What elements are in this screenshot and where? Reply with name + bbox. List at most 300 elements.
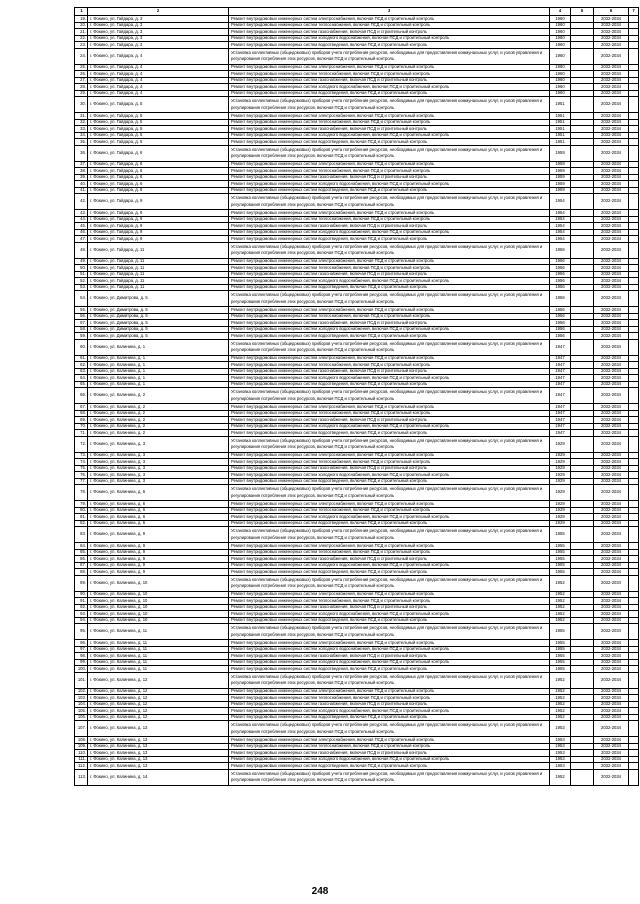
period-cell: 2032-2034 — [594, 333, 629, 340]
address-cell: г. Фокино, ул. Гайдара, д. 9 — [88, 229, 229, 236]
row-number: 111. — [75, 756, 88, 763]
row-number: 98. — [75, 653, 88, 660]
period-cell: 2032-2034 — [594, 174, 629, 181]
address-cell: г. Фокино, ул. Калинина, д. 10 — [88, 617, 229, 624]
period-cell: 2032-2034 — [594, 659, 629, 666]
address-cell: г. Фокино, ул. Калинина, д. 13 — [88, 737, 229, 744]
row-number: 48. — [75, 242, 88, 258]
row-number: 66. — [75, 388, 88, 404]
build-year-cell: 1952 — [550, 617, 571, 624]
row-number: 42. — [75, 194, 88, 210]
address-cell: г. Фокино, ул. Гайдара, д. 9 — [88, 223, 229, 230]
work-type-cell: Установка коллективных (общедомовых) приборов учета потребления ресурсов, необходимых для предоставления коммунальных услуг, и узлов управления и регулирования потребления этих ресурсов, включая ПСД и строительный контроль — [229, 291, 550, 307]
address-cell: г. Фокино, ул. Калинина, д. 2 — [88, 417, 229, 424]
period-cell: 2032-2034 — [594, 307, 629, 314]
period-cell: 2032-2034 — [594, 236, 629, 243]
period-cell: 2032-2034 — [594, 763, 629, 770]
address-cell: г. Фокино, ул. Калинина, д. 9 — [88, 556, 229, 563]
address-cell: г. Фокино, ул. Калинина, д. 1 — [88, 375, 229, 382]
period-cell: 2032-2034 — [594, 271, 629, 278]
period-cell: 2032-2034 — [594, 737, 629, 744]
work-type-cell: Ремонт внутридомовых инженерных систем электроснабжения, включая ПСД и строительный контроль — [229, 113, 550, 120]
address-cell: г. Фокино, ул. Гайдара, д. 6 — [88, 187, 229, 194]
address-cell: г. Фокино, ул. Калинина, д. 1 — [88, 362, 229, 369]
period-cell: 2032-2034 — [594, 48, 629, 64]
period-cell: 2032-2034 — [594, 465, 629, 472]
build-year-cell: 1955 — [550, 556, 571, 563]
header-col-5: 5 — [571, 8, 594, 16]
build-year-cell: 1952 — [550, 611, 571, 618]
period-cell: 2032-2034 — [594, 126, 629, 133]
period-cell: 2032-2034 — [594, 16, 629, 23]
work-type-cell: Ремонт внутридомовых инженерных систем холодного водоснабжения, включая ПСД и строительный контроль — [229, 646, 550, 653]
work-type-cell: Ремонт внутридомовых инженерных систем водоотведения, включая ПСД и строительный контроль — [229, 666, 550, 673]
build-year-cell: 1929 — [550, 436, 571, 452]
address-cell: г. Фокино, ул. Калинина, д. 1 — [88, 368, 229, 375]
build-year-cell: 1960 — [550, 35, 571, 42]
address-cell: г. Фокино, ул. Калинина, д. 11 — [88, 653, 229, 660]
address-cell: г. Фокино, ул. Гайдара, д. 5 — [88, 139, 229, 146]
build-year-cell: 1960 — [550, 71, 571, 78]
row-number: 68. — [75, 410, 88, 417]
work-type-cell: Ремонт внутридомовых инженерных систем газоснабжения, включая ПСД и строительный контроль — [229, 604, 550, 611]
build-year-cell: 1947 — [550, 430, 571, 437]
build-year-cell: 1954 — [550, 194, 571, 210]
period-cell: 2032-2034 — [594, 417, 629, 424]
period-cell: 2032-2034 — [594, 410, 629, 417]
period-cell: 2032-2034 — [594, 404, 629, 411]
header-col-4: 4 — [550, 8, 571, 16]
row-number: 31. — [75, 113, 88, 120]
row-number: 24. — [75, 48, 88, 64]
address-cell: г. Фокино, ул. Калинина, д. 6 — [88, 501, 229, 508]
work-type-cell: Ремонт внутридомовых инженерных систем газоснабжения, включая ПСД и строительный контроль — [229, 320, 550, 327]
period-cell: 2032-2034 — [594, 708, 629, 715]
address-cell: г. Фокино, ул. Димитрова, д. 5 — [88, 313, 229, 320]
address-cell: г. Фокино, ул. Гайдара, д. 5 — [88, 97, 229, 113]
work-type-cell: Установка коллективных (общедомовых) приборов учета потребления ресурсов, необходимых для предоставления коммунальных услуг, и узлов управления и регулирования потребления этих ресурсов, включая ПСД и строительный контроль — [229, 721, 550, 737]
build-year-cell: 1955 — [550, 646, 571, 653]
build-year-cell: 1929 — [550, 514, 571, 521]
work-type-cell: Ремонт внутридомовых инженерных систем электроснабжения, включая ПСД и строительный контроль — [229, 355, 550, 362]
work-type-cell: Установка коллективных (общедомовых) приборов учета потребления ресурсов, необходимых для предоставления коммунальных услуг, и узлов управления и регулирования потребления этих ресурсов, включая ПСД и строительный контроль — [229, 145, 550, 161]
period-cell: 2032-2034 — [594, 520, 629, 527]
work-type-cell: Ремонт внутридомовых инженерных систем газоснабжения, включая ПСД и строительный контроль — [229, 29, 550, 36]
work-type-cell: Ремонт внутридомовых инженерных систем газоснабжения, включая ПСД и строительный контроль — [229, 750, 550, 757]
row-number: 67. — [75, 404, 88, 411]
build-year-cell: 1956 — [550, 265, 571, 272]
work-type-cell: Ремонт внутридомовых инженерных систем электроснабжения, включая ПСД и строительный контроль — [229, 307, 550, 314]
row-number: 70. — [75, 423, 88, 430]
empty-cell — [571, 769, 594, 785]
work-type-cell: Установка коллективных (общедомовых) приборов учета потребления ресурсов, необходимых для предоставления коммунальных услуг, и узлов управления и регулирования потребления этих ресурсов, включая ПСД и строительный контроль — [229, 48, 550, 64]
address-cell: г. Фокино, ул. Калинина, д. 6 — [88, 485, 229, 501]
row-number: 101. — [75, 672, 88, 688]
address-cell: г. Фокино, ул. Калинина, д. 6 — [88, 514, 229, 521]
build-year-cell: 1953 — [550, 737, 571, 744]
empty-cell — [571, 721, 594, 737]
header-col-6: 6 — [594, 8, 629, 16]
empty-cell — [629, 436, 639, 452]
build-year-cell: 1959 — [550, 161, 571, 168]
period-cell: 2032-2034 — [594, 339, 629, 355]
address-cell: г. Фокино, ул. Гайдара, д. 4 — [88, 64, 229, 71]
document-sheet — [74, 7, 635, 786]
row-number: 79. — [75, 501, 88, 508]
row-number: 80. — [75, 507, 88, 514]
build-year-cell: 1947 — [550, 375, 571, 382]
build-year-cell: 1960 — [550, 48, 571, 64]
empty-cell — [629, 291, 639, 307]
row-number: 113. — [75, 769, 88, 785]
period-cell: 2032-2034 — [594, 646, 629, 653]
address-cell: г. Фокино, ул. Калинина, д. 9 — [88, 549, 229, 556]
work-type-cell: Ремонт внутридомовых инженерных систем теплоснабжения, включая ПСД и строительный контроль — [229, 168, 550, 175]
period-cell: 2032-2034 — [594, 132, 629, 139]
row-number: 78. — [75, 485, 88, 501]
build-year-cell: 1947 — [550, 423, 571, 430]
row-number: 87. — [75, 562, 88, 569]
row-number: 60. — [75, 339, 88, 355]
row-number: 41. — [75, 187, 88, 194]
row-number: 40. — [75, 181, 88, 188]
row-number: 61. — [75, 355, 88, 362]
table-row — [75, 672, 639, 688]
period-cell: 2032-2034 — [594, 714, 629, 721]
address-cell: г. Фокино, ул. Калинина, д. 1 — [88, 339, 229, 355]
build-year-cell: 1947 — [550, 368, 571, 375]
empty-cell — [571, 48, 594, 64]
work-type-cell: Ремонт внутридомовых инженерных систем теплоснабжения, включая ПСД и строительный контроль — [229, 507, 550, 514]
work-type-cell: Ремонт внутридомовых инженерных систем водоотведения, включая ПСД и строительный контроль — [229, 763, 550, 770]
build-year-cell: 1956 — [550, 333, 571, 340]
row-number: 81. — [75, 514, 88, 521]
build-year-cell: 1951 — [550, 139, 571, 146]
row-number: 32. — [75, 119, 88, 126]
address-cell: г. Фокино, ул. Гайдара, д. 11 — [88, 265, 229, 272]
period-cell: 2032-2034 — [594, 562, 629, 569]
work-type-cell: Ремонт внутридомовых инженерных систем электроснабжения, включая ПСД и строительный контроль — [229, 258, 550, 265]
address-cell: г. Фокино, ул. Гайдара, д. 4 — [88, 84, 229, 91]
row-number: 54. — [75, 291, 88, 307]
build-year-cell: 1955 — [550, 562, 571, 569]
build-year-cell: 1947 — [550, 355, 571, 362]
build-year-cell: 1960 — [550, 29, 571, 36]
work-type-cell: Установка коллективных (общедомовых) приборов учета потребления ресурсов, необходимых для предоставления коммунальных услуг, и узлов управления и регулирования потребления этих ресурсов, включая ПСД и строительный контроль — [229, 242, 550, 258]
address-cell: г. Фокино, ул. Калинина, д. 3 — [88, 459, 229, 466]
address-cell: г. Фокино, ул. Димитрова, д. 5 — [88, 320, 229, 327]
page-number: 248 — [311, 886, 329, 897]
work-type-cell: Ремонт внутридомовых инженерных систем водоотведения, включая ПСД и строительный контроль — [229, 569, 550, 576]
period-cell: 2032-2034 — [594, 756, 629, 763]
address-cell: г. Фокино, ул. Калинина, д. 11 — [88, 640, 229, 647]
build-year-cell: 1955 — [550, 527, 571, 543]
period-cell: 2032-2034 — [594, 64, 629, 71]
row-number: 93. — [75, 611, 88, 618]
row-number: 39. — [75, 174, 88, 181]
work-type-cell: Ремонт внутридомовых инженерных систем теплоснабжения, включая ПСД и строительный контроль — [229, 313, 550, 320]
period-cell: 2032-2034 — [594, 743, 629, 750]
row-number: 104. — [75, 701, 88, 708]
row-number: 103. — [75, 695, 88, 702]
period-cell: 2032-2034 — [594, 161, 629, 168]
empty-cell — [629, 388, 639, 404]
empty-cell — [571, 436, 594, 452]
address-cell: г. Фокино, ул. Калинина, д. 10 — [88, 611, 229, 618]
build-year-cell: 1947 — [550, 404, 571, 411]
address-cell: г. Фокино, ул. Калинина, д. 3 — [88, 472, 229, 479]
empty-cell — [629, 242, 639, 258]
work-type-cell: Ремонт внутридомовых инженерных систем электроснабжения, включая ПСД и строительный контроль — [229, 737, 550, 744]
address-cell: г. Фокино, ул. Калинина, д. 1 — [88, 355, 229, 362]
address-cell: г. Фокино, ул. Гайдара, д. 4 — [88, 48, 229, 64]
empty-cell — [629, 339, 639, 355]
period-cell: 2032-2034 — [594, 701, 629, 708]
address-cell: г. Фокино, ул. Гайдара, д. 6 — [88, 145, 229, 161]
build-year-cell: 1929 — [550, 459, 571, 466]
period-cell: 2032-2034 — [594, 35, 629, 42]
work-type-cell: Ремонт внутридомовых инженерных систем водоотведения, включая ПСД и строительный контроль — [229, 381, 550, 388]
build-year-cell: 1959 — [550, 181, 571, 188]
address-cell: г. Фокино, ул. Калинина, д. 6 — [88, 520, 229, 527]
build-year-cell: 1929 — [550, 465, 571, 472]
period-cell: 2032-2034 — [594, 187, 629, 194]
address-cell: г. Фокино, ул. Гайдара, д. 4 — [88, 71, 229, 78]
work-type-cell: Ремонт внутридомовых инженерных систем холодного водоснабжения, включая ПСД и строительный контроль — [229, 84, 550, 91]
row-number: 20. — [75, 22, 88, 29]
work-type-cell: Установка коллективных (общедомовых) приборов учета потребления ресурсов, необходимых для предоставления коммунальных услуг, и узлов управления и регулирования потребления этих ресурсов, включая ПСД и строительный контроль — [229, 485, 550, 501]
build-year-cell: 1959 — [550, 168, 571, 175]
row-number: 58. — [75, 326, 88, 333]
table-row — [75, 242, 639, 258]
row-number: 73. — [75, 452, 88, 459]
period-cell: 2032-2034 — [594, 368, 629, 375]
period-cell: 2032-2034 — [594, 139, 629, 146]
row-number: 107. — [75, 721, 88, 737]
build-year-cell: 1951 — [550, 97, 571, 113]
address-cell: г. Фокино, ул. Калинина, д. 2 — [88, 404, 229, 411]
row-number: 43. — [75, 210, 88, 217]
work-type-cell: Ремонт внутридомовых инженерных систем теплоснабжения, включая ПСД и строительный контроль — [229, 410, 550, 417]
row-number: 64. — [75, 375, 88, 382]
build-year-cell: 1952 — [550, 591, 571, 598]
build-year-cell: 1953 — [550, 743, 571, 750]
build-year-cell: 1947 — [550, 388, 571, 404]
address-cell: г. Фокино, ул. Гайдара, д. 4 — [88, 90, 229, 97]
row-number: 27. — [75, 77, 88, 84]
address-cell: г. Фокино, ул. Калинина, д. 1 — [88, 381, 229, 388]
row-number: 59. — [75, 333, 88, 340]
work-type-cell: Установка коллективных (общедомовых) приборов учета потребления ресурсов, необходимых для предоставления коммунальных услуг, и узлов управления и регулирования потребления этих ресурсов, включая ПСД и строительный контроль — [229, 97, 550, 113]
row-number: 51. — [75, 271, 88, 278]
build-year-cell: 1953 — [550, 750, 571, 757]
build-year-cell: 1951 — [550, 113, 571, 120]
work-type-cell: Установка коллективных (общедомовых) приборов учета потребления ресурсов, необходимых для предоставления коммунальных услуг, и узлов управления и регулирования потребления этих ресурсов, включая ПСД и строительный контроль — [229, 194, 550, 210]
period-cell: 2032-2034 — [594, 501, 629, 508]
build-year-cell: 1929 — [550, 507, 571, 514]
work-type-cell: Ремонт внутридомовых инженерных систем электроснабжения, включая ПСД и строительный контроль — [229, 161, 550, 168]
build-year-cell: 1956 — [550, 313, 571, 320]
row-number: 28. — [75, 84, 88, 91]
header-row — [75, 8, 639, 16]
empty-cell — [629, 48, 639, 64]
row-number: 109. — [75, 743, 88, 750]
empty-cell — [571, 485, 594, 501]
row-number: 82. — [75, 520, 88, 527]
address-cell: г. Фокино, ул. Калинина, д. 11 — [88, 666, 229, 673]
build-year-cell: 1929 — [550, 452, 571, 459]
period-cell: 2032-2034 — [594, 145, 629, 161]
row-number: 105. — [75, 708, 88, 715]
address-cell: г. Фокино, ул. Гайдара, д. 4 — [88, 77, 229, 84]
period-cell: 2032-2034 — [594, 543, 629, 550]
address-cell: г. Фокино, ул. Гайдара, д. 5 — [88, 113, 229, 120]
empty-cell — [571, 575, 594, 591]
address-cell: г. Фокино, ул. Гайдара, д. 9 — [88, 216, 229, 223]
build-year-cell: 1956 — [550, 320, 571, 327]
empty-cell — [571, 672, 594, 688]
row-number: 47. — [75, 236, 88, 243]
period-cell: 2032-2034 — [594, 265, 629, 272]
build-year-cell: 1953 — [550, 763, 571, 770]
work-type-cell: Ремонт внутридомовых инженерных систем газоснабжения, включая ПСД и строительный контроль — [229, 653, 550, 660]
build-year-cell: 1956 — [550, 284, 571, 291]
period-cell: 2032-2034 — [594, 77, 629, 84]
build-year-cell: 1952 — [550, 604, 571, 611]
row-number: 52. — [75, 278, 88, 285]
row-number: 37. — [75, 161, 88, 168]
work-type-cell: Ремонт внутридомовых инженерных систем водоотведения, включая ПСД и строительный контроль — [229, 430, 550, 437]
row-number: 83. — [75, 527, 88, 543]
address-cell: г. Фокино, ул. Димитрова, д. 5 — [88, 333, 229, 340]
address-cell: г. Фокино, ул. Калинина, д. 3 — [88, 465, 229, 472]
row-number: 29. — [75, 90, 88, 97]
row-number: 90. — [75, 591, 88, 598]
work-type-cell: Ремонт внутридомовых инженерных систем теплоснабжения, включая ПСД и строительный контроль — [229, 598, 550, 605]
work-type-cell: Ремонт внутридомовых инженерных систем электроснабжения, включая ПСД и строительный контроль — [229, 591, 550, 598]
period-cell: 2032-2034 — [594, 181, 629, 188]
address-cell: г. Фокино, ул. Гайдара, д. 5 — [88, 126, 229, 133]
build-year-cell: 1960 — [550, 64, 571, 71]
row-number: 44. — [75, 216, 88, 223]
period-cell: 2032-2034 — [594, 229, 629, 236]
address-cell: г. Фокино, ул. Калинина, д. 10 — [88, 591, 229, 598]
row-number: 77. — [75, 478, 88, 485]
address-cell: г. Фокино, ул. Калинина, д. 3 — [88, 452, 229, 459]
address-cell: г. Фокино, ул. Димитрова, д. 5 — [88, 291, 229, 307]
row-number: 97. — [75, 646, 88, 653]
row-number: 110. — [75, 750, 88, 757]
work-type-cell: Ремонт внутридомовых инженерных систем водоотведения, включая ПСД и строительный контроль — [229, 617, 550, 624]
table-row — [75, 721, 639, 737]
build-year-cell: 1952 — [550, 688, 571, 695]
work-type-cell: Ремонт внутридомовых инженерных систем водоотведения, включая ПСД и строительный контроль — [229, 90, 550, 97]
period-cell: 2032-2034 — [594, 291, 629, 307]
period-cell: 2032-2034 — [594, 242, 629, 258]
empty-cell — [629, 194, 639, 210]
work-type-cell: Ремонт внутридомовых инженерных систем холодного водоснабжения, включая ПСД и строительный контроль — [229, 35, 550, 42]
work-type-cell: Ремонт внутридомовых инженерных систем газоснабжения, включая ПСД и строительный контроль — [229, 701, 550, 708]
address-cell: г. Фокино, ул. Калинина, д. 11 — [88, 659, 229, 666]
period-cell: 2032-2034 — [594, 485, 629, 501]
build-year-cell: 1960 — [550, 77, 571, 84]
empty-cell — [629, 485, 639, 501]
period-cell: 2032-2034 — [594, 452, 629, 459]
address-cell: г. Фокино, ул. Гайдара, д. 11 — [88, 271, 229, 278]
build-year-cell: 1955 — [550, 569, 571, 576]
work-type-cell: Ремонт внутридомовых инженерных систем газоснабжения, включая ПСД и строительный контроль — [229, 417, 550, 424]
build-year-cell: 1952 — [550, 769, 571, 785]
period-cell: 2032-2034 — [594, 436, 629, 452]
period-cell: 2032-2034 — [594, 672, 629, 688]
work-type-cell: Ремонт внутридомовых инженерных систем электроснабжения, включая ПСД и строительный контроль — [229, 64, 550, 71]
row-number: 95. — [75, 624, 88, 640]
address-cell: г. Фокино, ул. Димитрова, д. 5 — [88, 307, 229, 314]
work-type-cell: Ремонт внутридомовых инженерных систем холодного водоснабжения, включая ПСД и строительный контроль — [229, 229, 550, 236]
work-type-cell: Ремонт внутридомовых инженерных систем холодного водоснабжения, включая ПСД и строительный контроль — [229, 181, 550, 188]
period-cell: 2032-2034 — [594, 97, 629, 113]
period-cell: 2032-2034 — [594, 216, 629, 223]
header-col-3: 3 — [229, 8, 550, 16]
work-type-cell: Ремонт внутридомовых инженерных систем водоотведения, включая ПСД и строительный контроль — [229, 42, 550, 49]
build-year-cell: 1947 — [550, 381, 571, 388]
period-cell: 2032-2034 — [594, 527, 629, 543]
work-type-cell: Ремонт внутридомовых инженерных систем электроснабжения, включая ПСД и строительный контроль — [229, 404, 550, 411]
build-year-cell: 1955 — [550, 549, 571, 556]
row-number: 85. — [75, 549, 88, 556]
empty-cell — [571, 291, 594, 307]
period-cell: 2032-2034 — [594, 569, 629, 576]
row-number: 23. — [75, 42, 88, 49]
period-cell: 2032-2034 — [594, 423, 629, 430]
address-cell: г. Фокино, ул. Гайдара, д. 3 — [88, 16, 229, 23]
row-number: 96. — [75, 640, 88, 647]
address-cell: г. Фокино, ул. Калинина, д. 13 — [88, 750, 229, 757]
address-cell: г. Фокино, ул. Калинина, д. 9 — [88, 527, 229, 543]
table-row — [75, 339, 639, 355]
row-number: 62. — [75, 362, 88, 369]
address-cell: г. Фокино, ул. Калинина, д. 11 — [88, 624, 229, 640]
row-number: 21. — [75, 29, 88, 36]
address-cell: г. Фокино, ул. Калинина, д. 14 — [88, 769, 229, 785]
table-row — [75, 291, 639, 307]
row-number: 45. — [75, 223, 88, 230]
build-year-cell: 1929 — [550, 472, 571, 479]
build-year-cell: 1960 — [550, 84, 571, 91]
row-number: 46. — [75, 229, 88, 236]
work-type-cell: Ремонт внутридомовых инженерных систем водоотведения, включая ПСД и строительный контроль — [229, 187, 550, 194]
table-row — [75, 769, 639, 785]
period-cell: 2032-2034 — [594, 459, 629, 466]
table-row — [75, 527, 639, 543]
work-type-cell: Ремонт внутридомовых инженерных систем теплоснабжения, включая ПСД и строительный контроль — [229, 743, 550, 750]
address-cell: г. Фокино, ул. Гайдара, д. 6 — [88, 181, 229, 188]
build-year-cell: 1952 — [550, 598, 571, 605]
build-year-cell: 1951 — [550, 119, 571, 126]
period-cell: 2032-2034 — [594, 381, 629, 388]
row-number: 92. — [75, 604, 88, 611]
table-row — [75, 624, 639, 640]
period-cell: 2032-2034 — [594, 721, 629, 737]
work-type-cell: Ремонт внутридомовых инженерных систем холодного водоснабжения, включая ПСД и строительный контроль — [229, 132, 550, 139]
row-number: 89. — [75, 575, 88, 591]
empty-cell — [571, 145, 594, 161]
period-cell: 2032-2034 — [594, 556, 629, 563]
row-number: 50. — [75, 265, 88, 272]
address-cell: г. Фокино, ул. Гайдара, д. 11 — [88, 242, 229, 258]
row-number: 75. — [75, 465, 88, 472]
work-type-cell: Установка коллективных (общедомовых) приборов учета потребления ресурсов, необходимых для предоставления коммунальных услуг, и узлов управления и регулирования потребления этих ресурсов, включая ПСД и строительный контроль — [229, 388, 550, 404]
